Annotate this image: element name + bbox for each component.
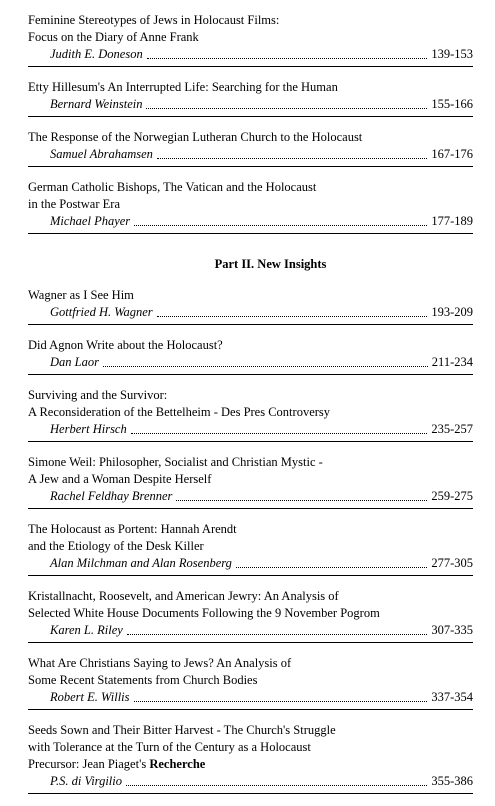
entry-author-row (28, 421, 473, 438)
entry-title-line: The Response of the Norwegian Lutheran Church to the Holocaust (28, 130, 363, 144)
entry-author: Bernard Weinstein (50, 97, 143, 111)
entry-title-line: Kristallnacht, Roosevelt, and American Jewry: An Analysis of (28, 589, 339, 603)
entry-pages: 139-153 (431, 47, 473, 61)
entry-author: Michael Phayer (50, 214, 131, 228)
entry-title-line: with Tolerance at the Turn of the Century as a Holocaust (28, 740, 311, 754)
entry-author-row (28, 555, 473, 572)
entry-title-bold-word: Recherche (149, 757, 206, 771)
toc-entry (28, 337, 473, 375)
entry-title-line: and the Etiology of the Desk Killer (28, 539, 204, 553)
entry-title-line: Precursor: Jean Piaget's Recherche (28, 757, 206, 771)
entry-author-row (28, 96, 473, 113)
entry-title-line: A Reconsideration of the Bettelheim - Des Pres Controversy (28, 405, 331, 419)
entry-author-row (28, 773, 473, 790)
entry-title-line: Did Agnon Write about the Holocaust? (28, 338, 223, 352)
entry-author-row (28, 213, 473, 230)
entry-author: Gottfried H. Wagner (50, 305, 153, 319)
entry-author-row (28, 146, 473, 163)
toc-entry (28, 588, 473, 643)
entry-author: Herbert Hirsch (50, 422, 127, 436)
entry-gap (28, 710, 473, 722)
dot-leader (134, 224, 427, 226)
dot-leader (103, 365, 428, 367)
entry-title-line: Feminine Stereotypes of Jews in Holocaust Films: (28, 13, 280, 27)
entry-author: Alan Milchman and Alan Rosenberg (50, 556, 232, 570)
part2-heading: Part II. New Insights (214, 257, 327, 271)
dot-leader (147, 57, 428, 59)
entry-pages: 211-234 (431, 355, 473, 369)
toc-entry (28, 655, 473, 710)
entry-author: Samuel Abrahamsen (50, 147, 153, 161)
dot-leader (127, 633, 428, 635)
toc-entry (28, 521, 473, 576)
entry-author-row (28, 689, 473, 706)
dot-leader (157, 315, 428, 317)
entry-author-row (28, 622, 473, 639)
entry-title-line: Selected White House Documents Following the 9 November Pogrom (28, 606, 380, 620)
entry-title-line: Focus on the Diary of Anne Frank (28, 30, 199, 44)
entry-pages: 355-386 (431, 774, 473, 788)
entry-title-line: Wagner as I See Him (28, 288, 134, 302)
entry-gap (28, 509, 473, 521)
entry-pages: 235-257 (431, 422, 473, 436)
entry-title-line: A Jew and a Woman Despite Herself (28, 472, 212, 486)
toc-entry (28, 129, 473, 167)
entry-pages: 193-209 (431, 305, 473, 319)
entry-author: P.S. di Virgilio (50, 774, 122, 788)
toc-entry (28, 387, 473, 442)
dot-leader (236, 566, 427, 568)
entry-pages: 155-166 (431, 97, 473, 111)
entry-pages: 277-305 (431, 556, 473, 570)
entry-gap (28, 576, 473, 588)
dot-leader (131, 432, 428, 434)
entry-author: Karen L. Riley (50, 623, 123, 637)
entry-author-row (28, 488, 473, 505)
entry-author: Rachel Feldhay Brenner (50, 489, 173, 503)
entry-gap (28, 442, 473, 454)
entry-title-line: Etty Hillesum's An Interrupted Life: Searching for the Human (28, 80, 338, 94)
entry-title-line: Simone Weil: Philosopher, Socialist and Christian Mystic - (28, 455, 323, 469)
entry-gap (28, 67, 473, 79)
dot-leader (157, 157, 427, 159)
entry-pages: 259-275 (431, 489, 473, 503)
table-of-contents (28, 12, 473, 806)
entry-gap (28, 117, 473, 129)
entry-title-line: What Are Christians Saying to Jews? An Analysis of (28, 656, 292, 670)
entry-title-line: German Catholic Bishops, The Vatican and the Holocaust (28, 180, 317, 194)
toc-entry (28, 79, 473, 117)
toc-entry (28, 454, 473, 509)
entry-gap (28, 643, 473, 655)
part2-entries (28, 287, 473, 806)
dot-leader (176, 499, 427, 501)
dot-leader (146, 107, 427, 109)
toc-entry (28, 12, 473, 67)
entry-pages: 167-176 (431, 147, 473, 161)
entry-gap (28, 325, 473, 337)
entry-author: Judith E. Doneson (50, 47, 143, 61)
dot-leader (134, 700, 428, 702)
entry-author-row (28, 304, 473, 321)
entry-author: Robert E. Willis (50, 690, 130, 704)
entry-title-line: Some Recent Statements from Church Bodies (28, 673, 258, 687)
entry-title-line: Seeds Sown and Their Bitter Harvest - The Church's Struggle (28, 723, 336, 737)
toc-entry (28, 179, 473, 234)
toc-entry (28, 722, 473, 794)
entry-gap (28, 167, 473, 179)
entry-title-line: in the Postwar Era (28, 197, 120, 211)
part1-entries (28, 12, 473, 246)
entry-pages: 337-354 (431, 690, 473, 704)
entry-pages: 307-335 (431, 623, 473, 637)
entry-pages: 177-189 (431, 214, 473, 228)
entry-gap (28, 794, 473, 806)
toc-entry (28, 287, 473, 325)
entry-author: Dan Laor (50, 355, 99, 369)
entry-gap (28, 234, 473, 246)
entry-gap (28, 375, 473, 387)
entry-author-row (28, 46, 473, 63)
dot-leader (126, 784, 427, 786)
entry-title-line: The Holocaust as Portent: Hannah Arendt (28, 522, 237, 536)
entry-author-row (28, 354, 473, 371)
entry-title-line: Surviving and the Survivor: (28, 388, 168, 402)
